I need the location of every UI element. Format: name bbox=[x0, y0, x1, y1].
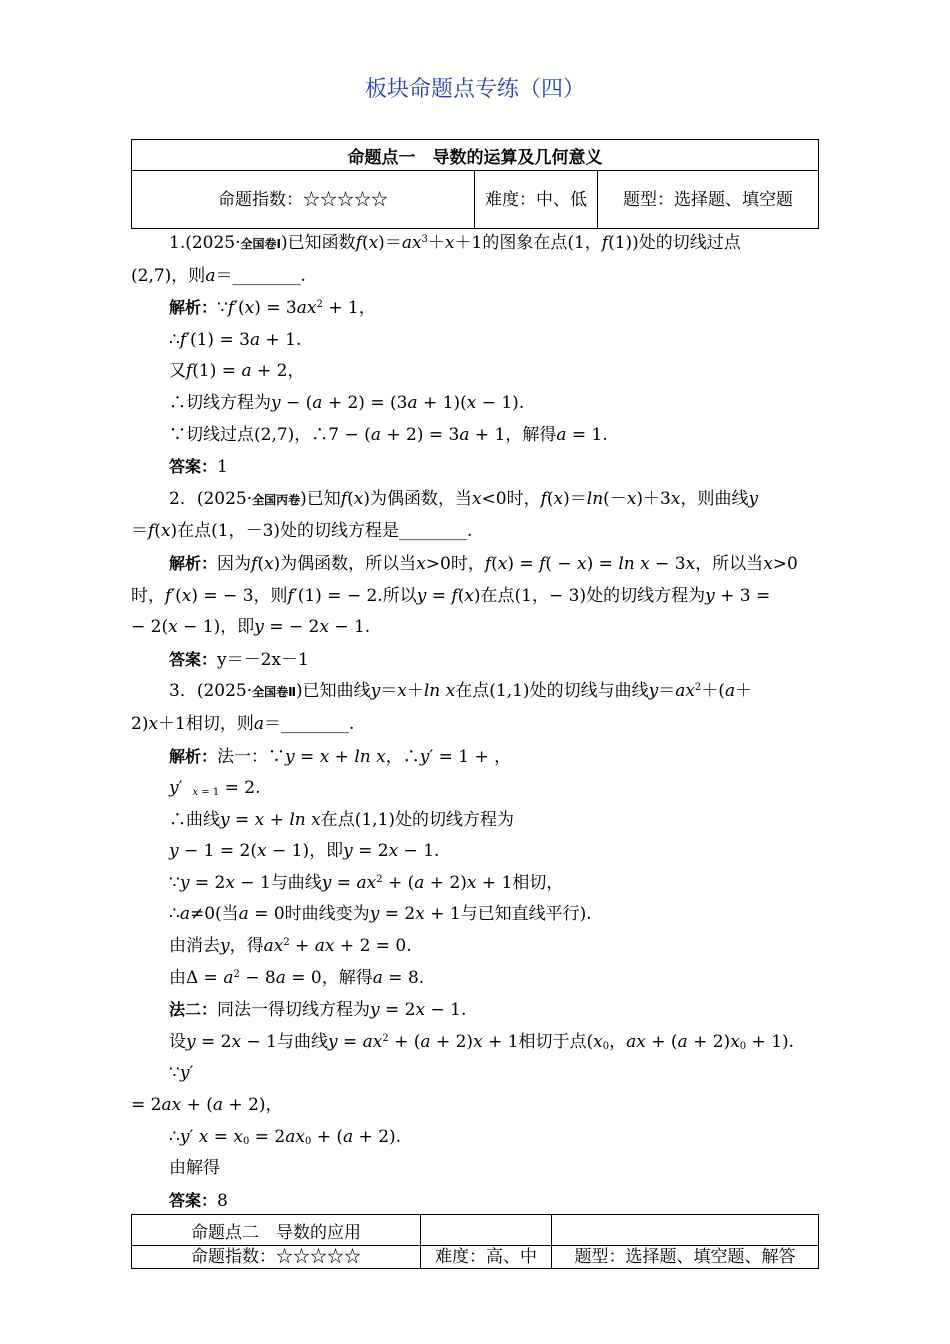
topic-difficulty: 难度：中、低 bbox=[475, 171, 598, 229]
topic-type: 题型：选择题、填空题、解答 bbox=[552, 1246, 819, 1269]
topic-table-1 bbox=[131, 139, 819, 229]
topic-heading: 命题点一 导数的运算及几何意义 bbox=[132, 140, 819, 171]
page-title: 板块命题点专练（四） bbox=[364, 77, 585, 102]
topic-index: 命题指数：☆☆☆☆☆ bbox=[132, 1246, 421, 1269]
answer-2: y＝－2x－1 bbox=[217, 649, 309, 670]
question-1: 1.(2025·全国卷Ⅰ)已知函数$f(x)=ax^3+x+1$的图象在点(1，f(1))处的切线过点 bbox=[169, 233, 741, 253]
topic-heading: 命题点二 导数的应用 bbox=[132, 1215, 421, 1246]
question-3: 3．(2025·全国卷Ⅱ)已知曲线y＝x＋ln x在点(1,1)处的切线与曲线$y=ax^2+(a+$ bbox=[169, 681, 753, 702]
topic-table-2 bbox=[131, 1214, 819, 1269]
question-2: 2．(2025·全国丙卷)已知f(x)为偶函数，当x<0时，f(x)＝ln(－x)＋3x，则曲线y bbox=[169, 488, 759, 509]
topic-type: 题型：选择题、填空题 bbox=[598, 171, 819, 229]
answer-1: 1 bbox=[217, 457, 228, 478]
topic-index: 命题指数：☆☆☆☆☆ bbox=[132, 171, 475, 229]
analysis-label: 解析： bbox=[169, 298, 218, 318]
problem-content: 1.(2025·全国卷Ⅰ)已知函数$f(x)=ax^3+x+1$的图象在点(1，f(1))处的切线过点 (2,7)，则a＝________. 解析：∵f′(x) = $3ax^2 + 1$， ∴f′(1) = 3a + 1. 又f(1) = a + 2， ∴切线方程为y − (a + 2) = (3a + 1)(x − 1). ∵切线过点(2,7)，∴7 − (a + 2) = 3a + 1，解得a = 1. 答案：1 2．(2025·全国丙卷)已知f(x)为偶函数，当x<0时，f(x)＝ln(－x)＋3x，则曲线y ＝f(x)在点(1，－3)处的切线方程是________. 解析：因为f(x)为偶函数，所以当x>0时，f(x) = f( − x) = ln x − 3x，所以当x>0 时，f′(x) = − 3，则f′(1) = − 2.所以y = f(x)在点(1，− 3)处的切线方程为y + 3 = − 2(x − 1)，即y = − 2x − 1. 答案：y＝－2x－1 3．(2025·全国卷Ⅱ)已知曲线y＝x＋ln x在点(1,1)处的切线与曲线$y=ax^2+(a+$ 2)x＋1相切，则a＝________. 解析：法一：∵y = x + ln x，∴y′ = 1 + ， y′ $_{x = 1}$ = 2. ∴曲线y = x + ln x在点(1,1)处的切线方程为 y − 1 = 2(x − 1)，即y = 2x − 1. ∵y = 2x − 1与曲线$y = ax^2 + (a + 2)x + 1$相切， ∴a≠0(当a = 0时曲线变为y = 2x + 1与已知直线平行). 由消去y，得$ax^2$ + ax + 2 = 0. 由$\Delta = a^2 - 8a = 0$，解得a = 8. 法二：同法一得切线方程为y = 2x − 1. 设y = 2x − 1与曲线$y = ax^2 + (a + 2)x + 1$相切于点($x_0$，ax + $(a + 2)x_0 + 1$). ∵y′ = 2ax + (a + 2)， ∴y′ $x = x_0 = 2ax_0 + (a + 2)$. 由解得 答案：8 bbox=[131, 228, 819, 1217]
answer-3: 8 bbox=[217, 1190, 228, 1211]
topic-difficulty: 难度：高、中 bbox=[421, 1246, 552, 1269]
